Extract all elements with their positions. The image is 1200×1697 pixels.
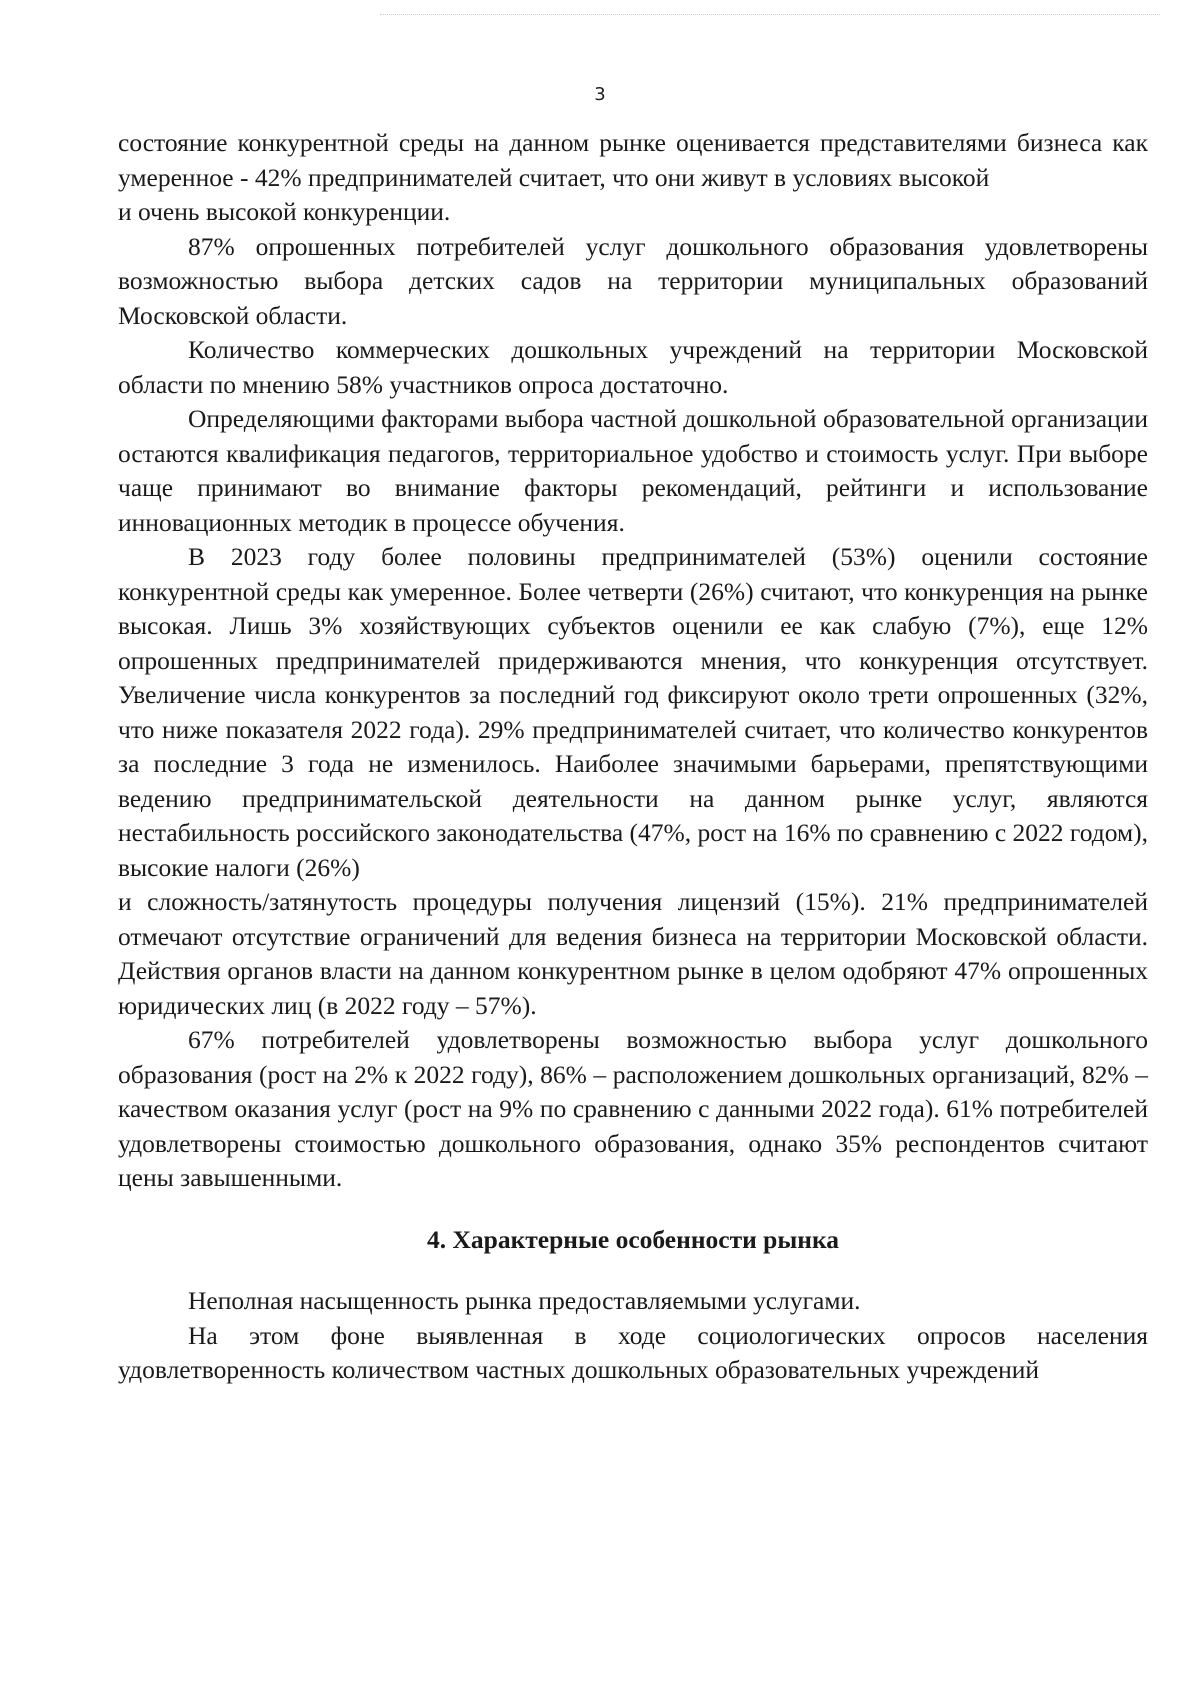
section-heading: 4. Характерные особенности рынка bbox=[426, 1224, 840, 1254]
paragraph-commercial-institutions: Количество коммерческих дошкольных учреждений на территории Московской области по мнению 58% участников опроса достаточно. bbox=[118, 335, 1148, 399]
document-body bbox=[118, 126, 1148, 1388]
paragraph-barriers-continuation: и сложность/затянутость процедуры получения лицензий (15%). 21% предпринимателей отмечают отсутствие ограничений для ведения бизнеса на территории Московской области. Действия органов власти на данном конкурентном рынке в целом одобряют 47% опрошенных юридических лиц (в 2022 году – 57%). bbox=[118, 887, 1148, 1020]
page-number: 3 bbox=[594, 84, 606, 105]
paragraph-consumer-satisfaction: 87% опрошенных потребителей услуг дошкольного образования удовлетворены возможностью выбора детских садов на территории муниципальных образований Московской области. bbox=[118, 231, 1148, 330]
paragraph-competition-state: состояние конкурентной среды на данном рынке оценивается представителями бизнеса как умеренное - 42% предпринимателей считает, что они живут в условиях высокой bbox=[118, 128, 1148, 192]
paragraph-2023-survey: В 2023 году более половины предпринимателей (53%) оценили состояние конкурентной среды как умеренное. Более четверти (26%) считают, что конкуренция на рынке высокая. Лишь 3% хозяйствующих субъектов оценили ее как слабую (7%), еще 12% опрошенных предпринимателей придерживаются мнения, что конкуренция отсутствует. Увеличение числа конкурентов за последний год фиксируют около трети опрошенных (32%, что ниже показателя 2022 года). 29% предпринимателей считает, что количество конкурентов за последние 3 года не изменилось. Наиболее значимыми барьерами, препятствующими ведению предпринимательской деятельности на данном рынке услуг, являются нестабильность российского законодательства (47%, рост на 16% по сравнению с 2022 годом), высокие налоги (26%) bbox=[118, 542, 1148, 882]
paragraph-competition-continuation: и очень высокой конкуренции. bbox=[118, 197, 451, 226]
paragraph-market-saturation: Неполная насыщенность рынка предоставляемыми услугами. bbox=[188, 1286, 861, 1315]
paragraph-consumer-2023: 67% потребителей удовлетворены возможностью выбора услуг дошкольного образования (рост на 2% к 2022 году), 86% – расположением дошкольных организаций, 82% – качеством оказания услуг (рост на 9% по сравнению с данными 2022 года). 61% потребителей удовлетворены стоимостью дошкольного образования, однако 35% респондентов считают цены завышенными. bbox=[118, 1025, 1148, 1192]
paragraph-choice-factors: Определяющими факторами выбора частной дошкольной образовательной организации остаются квалификация педагогов, территориальное удобство и стоимость услуг. При выборе чаще принимают во внимание факторы рекомендаций, рейтинги и использование инновационных методик в процессе обучения. bbox=[118, 404, 1148, 537]
paragraph-survey-satisfaction: На этом фоне выявленная в ходе социологических опросов населения удовлетворенность количеством частных дошкольных образовательных учреждений bbox=[118, 1320, 1148, 1384]
scan-edge-artifact bbox=[380, 14, 1160, 15]
